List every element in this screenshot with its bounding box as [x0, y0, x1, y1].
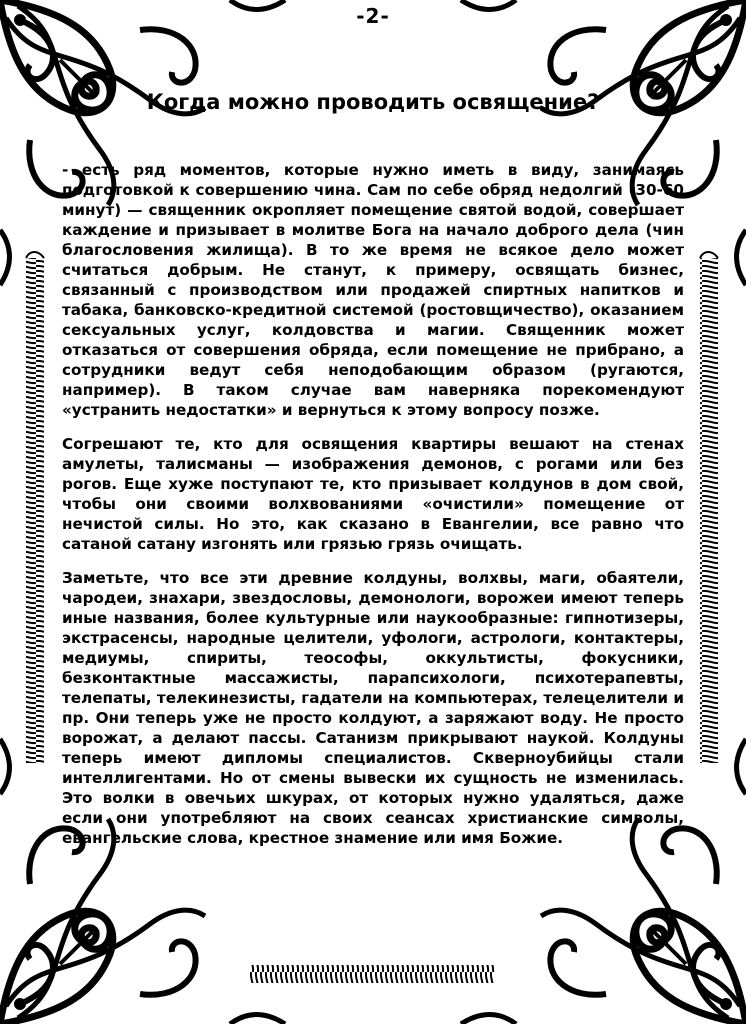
bottom-coil-border [250, 965, 495, 983]
body-text [62, 160, 684, 862]
paragraph-3: Заметьте, что все эти древние колдуны, волхвы, маги, обаятели, чародеи, знахари, звездословы, демонологи, ворожеи имеют теперь иные названия, более культурные или наукообразные: гипнотизеры, экстрасенсы, народные целители, уфологи, астрологи, контактеры, медиумы, спириты, теософы, оккультисты, фокусники, безконтактные массажисты, парапсихологи, психотерапевты, телепаты, телекинезисты, гадатели на компьютерах, телецелители и пр. Они теперь уже не просто колдуют, а заряжают воду. Не просто ворожат, а делают пассы. Сатанизм прикрывают наукой. Колдуны теперь имеют дипломы специалистов. Скверноубийцы стали интеллигентами. Но от смены вывески их сущность не изменилась. Это волки в овечьих шкурах, от которых нужно удаляться, даже если они употребляют на своих сеансах христианские символы, евангельские слова, крестное знамение или имя Божие. [62, 569, 684, 847]
paragraph-1: - есть ряд моментов, которые нужно иметь в виду, занимаясь подготовкой к совершению чина. Сам по себе обряд недолгий (30-60 минут) — священник окропляет помещение святой водой, совершает каждение и призывает в молитве Бога на начало доброго дела (чин благословения жилища). В то же время не всякое дело может считаться добрым. Не станут, к примеру, освящать бизнес, связанный с производством или продажей спиртных напитков и табака, банковско-кредитной системой (ростовщичество), оказанием сексуальных услуг, колдовства и магии. Священник может отказаться от совершения обряда, если помещение не прибрано, а сотрудники ведут себя неподобающим образом (ругаются, например). В таком случае вам наверняка порекомендуют «устранить недостатки» и вернуться к этому вопросу позже. [62, 161, 684, 419]
left-coil-border [26, 258, 44, 763]
page-title: Когда можно проводить освящение? [146, 90, 600, 114]
right-coil-border [700, 258, 718, 763]
page-number: -2- [356, 4, 390, 28]
paragraph-2: Согрешают те, кто для освящения квартиры вешают на стенах амулеты, талисманы — изображения демонов, с рогами или без рогов. Еще хуже поступают те, кто призывает колдунов в дом свой, чтобы они своими волхвованиями «очистили» помещение от нечистой силы. Но это, как сказано в Евангелии, все равно что сатаной сатану изгонять или грязью грязь очищать. [62, 435, 684, 553]
